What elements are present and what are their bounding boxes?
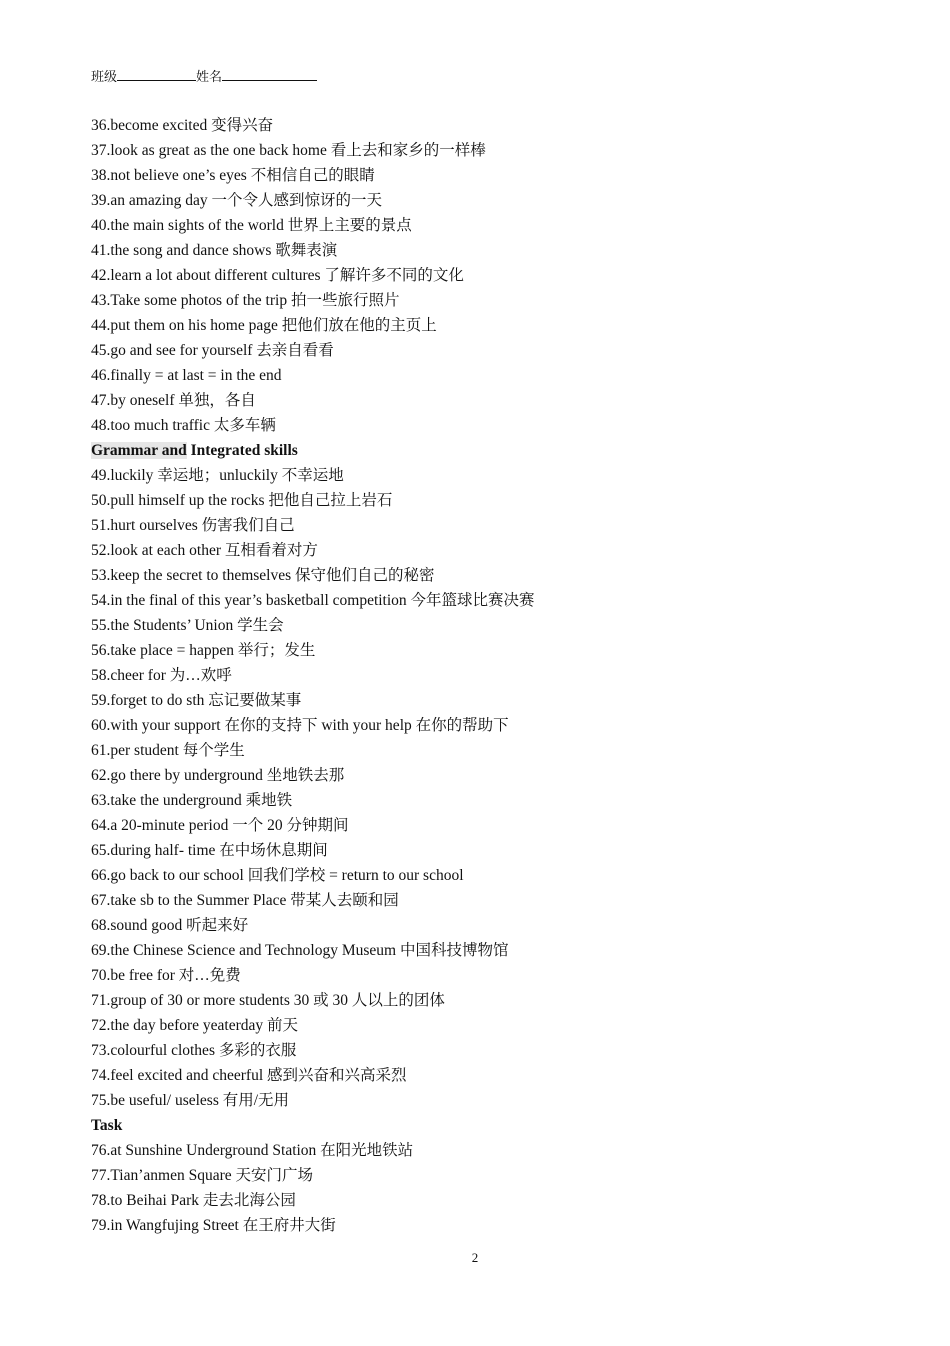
line-text: 49.luckily 幸运地；unluckily 不幸运地 bbox=[91, 467, 344, 484]
line-text: 79.in Wangfujing Street 在王府井大街 bbox=[91, 1217, 336, 1234]
phrase-line bbox=[91, 213, 911, 238]
phrase-line bbox=[91, 538, 911, 563]
phrase-line bbox=[91, 863, 911, 888]
phrase-line bbox=[91, 563, 911, 588]
phrase-line bbox=[91, 1138, 911, 1163]
phrase-line bbox=[91, 713, 911, 738]
line-text: 67.take sb to the Summer Place 带某人去颐和园 bbox=[91, 892, 399, 909]
phrase-line bbox=[91, 463, 911, 488]
phrase-line bbox=[91, 638, 911, 663]
line-text: 51.hurt ourselves 伤害我们自己 bbox=[91, 517, 295, 534]
phrase-line bbox=[91, 938, 911, 963]
phrase-line bbox=[91, 288, 911, 313]
line-text: Integrated skills bbox=[186, 442, 298, 459]
line-text: 59.forget to do sth 忘记要做某事 bbox=[91, 692, 302, 709]
line-text: 74.feel excited and cheerful 感到兴奋和兴高采烈 bbox=[91, 1067, 407, 1084]
phrase-line bbox=[91, 663, 911, 688]
phrase-line bbox=[91, 113, 911, 138]
phrase-line bbox=[91, 513, 911, 538]
line-text: 61.per student 每个学生 bbox=[91, 742, 245, 759]
line-text: 75.be useful/ useless 有用/无用 bbox=[91, 1092, 290, 1109]
phrase-line bbox=[91, 238, 911, 263]
line-text: 52.look at each other 互相看着对方 bbox=[91, 542, 318, 559]
phrase-line bbox=[91, 338, 911, 363]
line-text: 73.colourful clothes 多彩的衣服 bbox=[91, 1042, 297, 1059]
line-text: 69.the Chinese Science and Technology Museum 中国科技博物馆 bbox=[91, 942, 509, 959]
phrase-line bbox=[91, 413, 911, 438]
line-text: 70.be free for 对…免费 bbox=[91, 967, 241, 984]
phrase-line bbox=[91, 1188, 911, 1213]
line-text: 48.too much traffic 太多车辆 bbox=[91, 417, 276, 434]
line-text: 77.Tian’anmen Square 天安门广场 bbox=[91, 1167, 314, 1184]
line-text: 41.the song and dance shows 歌舞表演 bbox=[91, 242, 338, 259]
phrase-line bbox=[91, 988, 911, 1013]
line-text: 44.put them on his home page 把他们放在他的主页上 bbox=[91, 317, 437, 334]
line-text: 64.a 20-minute period 一个 20 分钟期间 bbox=[91, 817, 349, 834]
phrase-line bbox=[91, 163, 911, 188]
line-text: 68.sound good 听起来好 bbox=[91, 917, 249, 934]
phrase-line bbox=[91, 313, 911, 338]
phrase-line bbox=[91, 788, 911, 813]
class-label: 班级 bbox=[91, 69, 118, 84]
phrase-line bbox=[91, 1013, 911, 1038]
phrase-line bbox=[91, 963, 911, 988]
phrase-line bbox=[91, 388, 911, 413]
phrase-line bbox=[91, 363, 911, 388]
heading-highlight: Grammar and bbox=[91, 442, 187, 459]
line-text: 39.an amazing day 一个令人感到惊讶的一天 bbox=[91, 192, 383, 209]
phrase-line bbox=[91, 138, 911, 163]
line-text: 38.not believe one’s eyes 不相信自己的眼睛 bbox=[91, 167, 375, 184]
line-text: 36.become excited 变得兴奋 bbox=[91, 117, 274, 134]
line-text: 65.during half- time 在中场休息期间 bbox=[91, 842, 328, 859]
line-text: 58.cheer for 为…欢呼 bbox=[91, 667, 232, 684]
phrase-list bbox=[91, 113, 911, 1238]
line-text: Task bbox=[91, 1117, 123, 1134]
class-blank bbox=[117, 66, 196, 81]
line-text: 78.to Beihai Park 走去北海公园 bbox=[91, 1192, 296, 1209]
line-text: 46.finally = at last = in the end bbox=[91, 367, 282, 384]
phrase-line bbox=[91, 688, 911, 713]
line-text: 66.go back to our school 回我们学校 = return to our school bbox=[91, 867, 464, 884]
line-text: 50.pull himself up the rocks 把他自己拉上岩石 bbox=[91, 492, 393, 509]
name-blank bbox=[222, 66, 317, 81]
phrase-line bbox=[91, 913, 911, 938]
line-text: 40.the main sights of the world 世界上主要的景点 bbox=[91, 217, 412, 234]
phrase-line bbox=[91, 1038, 911, 1063]
phrase-line bbox=[91, 838, 911, 863]
phrase-line bbox=[91, 763, 911, 788]
line-text: 55.the Students’ Union 学生会 bbox=[91, 617, 284, 634]
phrase-line bbox=[91, 488, 911, 513]
phrase-line bbox=[91, 813, 911, 838]
line-text: 53.keep the secret to themselves 保守他们自己的秘密 bbox=[91, 567, 435, 584]
student-info-header bbox=[91, 66, 317, 87]
line-text: 47.by oneself 单独，各自 bbox=[91, 392, 256, 409]
phrase-line bbox=[91, 1063, 911, 1088]
section-heading bbox=[91, 438, 911, 463]
phrase-line bbox=[91, 188, 911, 213]
line-text: 72.the day before yeaterday 前天 bbox=[91, 1017, 299, 1034]
phrase-line bbox=[91, 738, 911, 763]
phrase-line bbox=[91, 263, 911, 288]
phrase-line bbox=[91, 1163, 911, 1188]
line-text: 63.take the underground 乘地铁 bbox=[91, 792, 293, 809]
line-text: 56.take place = happen 举行；发生 bbox=[91, 642, 316, 659]
line-text: 43.Take some photos of the trip 拍一些旅行照片 bbox=[91, 292, 400, 309]
page-number: 2 bbox=[471, 1250, 479, 1265]
line-text: 62.go there by underground 坐地铁去那 bbox=[91, 767, 345, 784]
section-heading bbox=[91, 1113, 911, 1138]
phrase-line bbox=[91, 613, 911, 638]
line-text: 60.with your support 在你的支持下 with your help 在你的帮助下 bbox=[91, 717, 509, 734]
line-text: 45.go and see for yourself 去亲自看看 bbox=[91, 342, 334, 359]
line-text: 54.in the final of this year’s basketball competition 今年篮球比赛决赛 bbox=[91, 592, 535, 609]
name-label: 姓名 bbox=[196, 69, 223, 84]
phrase-line bbox=[91, 1213, 911, 1238]
phrase-line bbox=[91, 888, 911, 913]
phrase-line bbox=[91, 588, 911, 613]
line-text: 42.learn a lot about different cultures 了解许多不同的文化 bbox=[91, 267, 464, 284]
line-text: 76.at Sunshine Underground Station 在阳光地铁站 bbox=[91, 1142, 414, 1159]
phrase-line bbox=[91, 1088, 911, 1113]
line-text: 37.look as great as the one back home 看上去和家乡的一样棒 bbox=[91, 142, 486, 159]
line-text: 71.group of 30 or more students 30 或 30 人以上的团体 bbox=[91, 992, 445, 1009]
